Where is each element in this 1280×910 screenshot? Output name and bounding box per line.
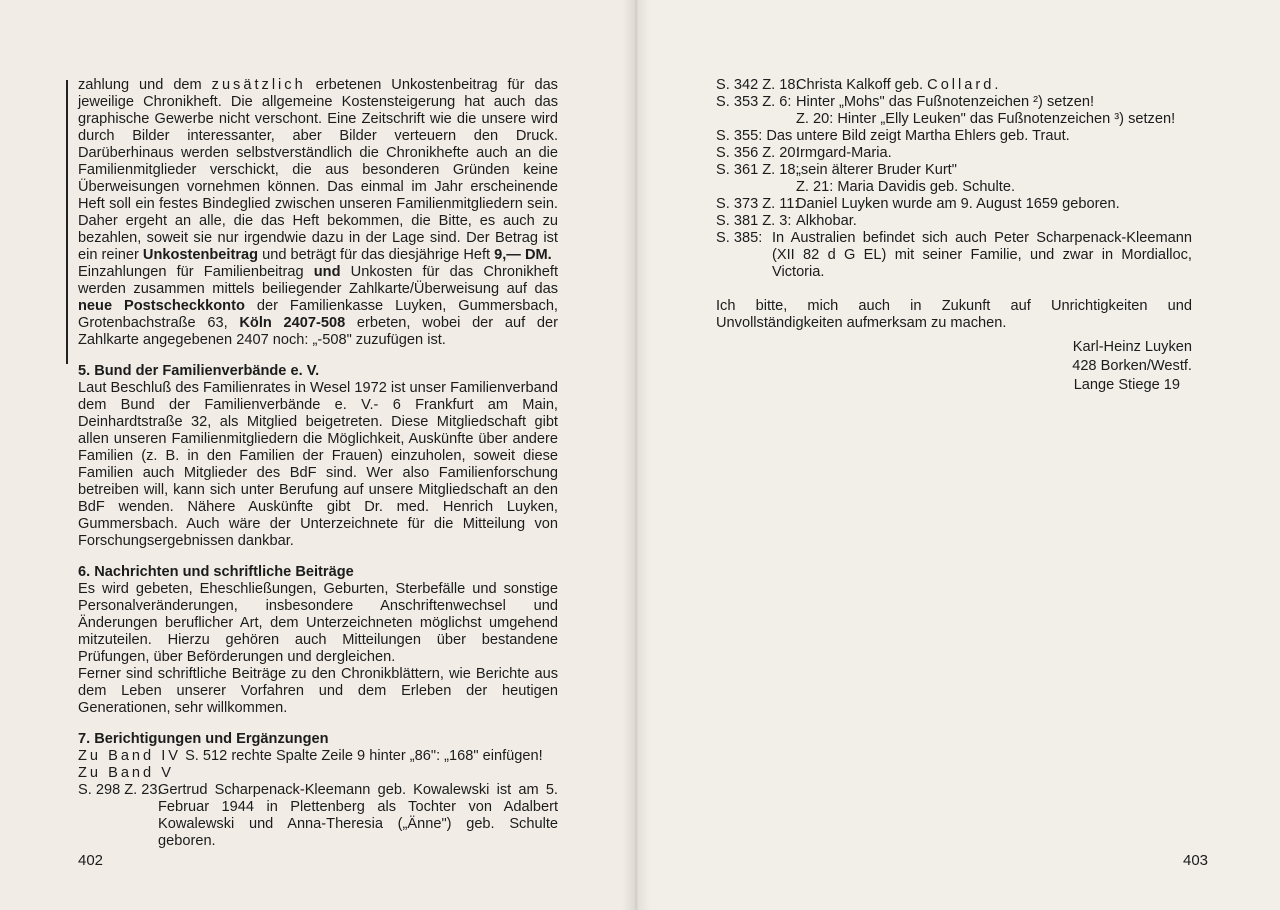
band4-text: S. 512 rechte Spalte Zeile 9 hinter „86": „168" einfügen! [185,748,543,764]
spacer [716,111,796,128]
correction-s373 [716,196,1192,213]
signature-street: Lange Stiege 19 [1073,377,1180,393]
signature-block [716,338,1192,395]
bold-emphasis: neue Postscheckkonto [78,298,245,314]
band4-line [78,748,558,765]
correction-text: Hinter „Mohs" das Fußnotenzeichen ²) setzen! [796,94,1094,110]
correction-ref: S. 353 Z. 6: [716,94,792,110]
bold-emphasis: Unkostenbeitrag [142,247,259,263]
book-gutter [622,0,650,910]
section5-text: Laut Beschluß des Familienrates in Wesel 1972 ist unser Familienverband dem Bund der Familienverbände e. V.- 6 Frankfurt am Main, Deinhardtstraße 32, als Mitglied beigetreten. Diese Mitgliedschaft gibt allen unseren Familienmitgliedern die Möglichkeit, Auskünfte über andere Familien (z. B. in den Familien der Frauen) einzuholen, soweit diese Familien auch Mitglieder des BdF sind. Wer also Familienforschung betreiben will, kann sich unter Berufung auf unsere Mitgliedschaft an den BdF wenden. Nähere Auskünfte gibt Dr. med. Henrich Luyken, Gummersbach. Auch wäre der Unterzeichnete für die Mitteilung von Forschungsergebnissen dankbar. [78,380,558,549]
correction-text [796,179,1192,196]
page-number-left: 402 [78,852,104,869]
left-column [78,77,558,850]
band4-label: Zu Band IV [78,748,182,764]
text-run: Christa Kalkoff geb. [796,77,928,93]
correction-text: In Australien befindet sich auch Peter Scharpenack-Kleemann (XII 82 d G EL) mit seiner Familie, und zwar in Mordialloc, Victoria. [772,230,1192,280]
text-run: der Familienkasse Luyken, Gummersbach, Grotenbachstraße 63, [78,298,558,331]
fee-notice-block [78,77,558,349]
right-column [716,77,1192,395]
correction-s381 [716,213,1192,230]
correction-text [796,77,1192,94]
spacer [716,179,796,196]
correction-ref: S. 342 Z. 18: [716,77,800,93]
page-number-right: 403 [1183,852,1209,869]
correction-ref: S. 385: [716,230,763,246]
correction-ref: Z. 21: [796,179,834,195]
correction-s361-z21 [716,179,1192,196]
correction-s385 [716,230,1192,281]
section5-heading: 5. Bund der Familienverbände e. V. [78,363,320,379]
left-page [0,0,636,910]
spaced-name: Collard [927,77,995,93]
correction-s361 [716,162,1192,179]
paragraph-intro [78,77,558,264]
correction-ref: S. 373 Z. 11: [716,196,799,212]
text-run: zahlung und dem [78,77,212,93]
correction-text: Das untere Bild zeigt Martha Ehlers geb. Traut. [766,128,1070,144]
correction-s342 [716,77,1192,94]
correction-s355 [716,128,1192,145]
signature-name: Karl-Heinz Luyken [1072,339,1192,355]
section7-heading: 7. Berichtigungen und Ergänzungen [78,731,329,747]
correction-ref: S. 355: [716,128,763,144]
section6-text1: Es wird gebeten, Eheschließungen, Geburten, Sterbefälle und sonstige Personalveränderungen, insbesondere Anschriftenwechsel und Änderungen beruflicher Art, dem Unterzeichneten möglichst umgehend mitzuteilen. Hierzu gehören auch Mitteilungen über bestandene Prüfungen, über Beförderungen und dergleichen. [78,581,558,665]
text-run: Einzahlungen für Familienbeitrag [78,264,314,280]
text-run: erbetenen Unkostenbeitrag für das jeweilige Chronikheft. Die allgemeine Kostensteigerung hat auch das graphische Gewerbe nicht verschont. Eine Zeitschrift wie die unsere wird durch Bilder interessanter, aber Bilder verteuern den Druck. Darüberhinaus werden selbstverständlich die Chronikhefte auch an die Familienmitglieder verschickt, die aus besonderen Gründen keine Überweisungen vornehmen können. Das einmal im Jahr erscheinende Heft soll ein festes Bindeglied zwischen unseren Familienmitgliedern sein. Daher ergeht an alle, die das Heft bekommen, die Bitte, es auch zu bezahlen, soweit sie nur irgendwie dazu in der Lage sind. Der Betrag ist ein reiner [78,77,558,263]
correction-s298 [78,782,558,850]
section6-text2: Ferner sind schriftliche Beiträge zu den Chronikblättern, wie Berichte aus dem Leben unserer Vorfahren und dem Erleben der heutigen Generationen, sehr willkommen. [78,666,558,716]
bold-account: Köln 2407-508 [239,315,346,331]
bold-amount: 9,— DM. [494,247,552,263]
text-run: Unkosten für das Chronikheft werden zusammen mittels beiliegender Zahlkarte/Überweisung auf das [78,264,558,297]
paragraph-payments [78,264,558,349]
correction-text: Alkhobar. [796,213,857,229]
correction-ref: S. 298 Z. 23: [78,782,162,798]
text-run: und beträgt für das diesjährige Heft [258,247,495,263]
text-run: erbeten, wobei der auf der Zahlkarte angegebenen 2407 noch: „-508" zuzufügen ist. [78,315,558,348]
correction-text: Gertrud Scharpenack-Kleemann geb. Kowalewski ist am 5. Februar 1944 in Plettenberg als Tochter von Adalbert Kowalewski und Anna-Theresia („Änne") geb. Schulte geboren. [158,782,558,849]
correction-text: Irmgard-Maria. [796,145,892,161]
text-run: Maria Davidis geb. Schulte. [837,179,1016,195]
correction-ref: S. 381 Z. 3: [716,213,792,229]
correction-text: Daniel Luyken wurde am 9. August 1659 geboren. [796,196,1120,212]
band5-label: Zu Band V [78,765,174,781]
closing-paragraph: Ich bitte, mich auch in Zukunft auf Unrichtigkeiten und Unvollständigkeiten aufmerksam zu machen. [716,298,1192,331]
right-page [636,0,1280,910]
correction-s353 [716,94,1192,111]
correction-ref: S. 356 Z. 20: [716,145,800,161]
correction-s353-z20 [716,111,1192,128]
bold-emphasis: und [313,264,341,280]
text-run: . [994,77,999,93]
correction-ref: Z. 20: [796,111,834,127]
section6-heading: 6. Nachrichten und schriftliche Beiträge [78,564,354,580]
correction-text: „sein älterer Bruder Kurt" [796,162,957,178]
correction-text [796,111,1192,128]
correction-s356 [716,145,1192,162]
band5-line [78,765,558,782]
text-run: Hinter „Elly Leuken" das Fußnotenzeichen ³) setzen! [837,111,1176,127]
margin-bar [66,80,68,364]
spaced-emphasis: zusätzlich [211,77,306,93]
correction-ref: S. 361 Z. 18: [716,162,800,178]
signature-city: 428 Borken/Westf. [1072,358,1192,374]
